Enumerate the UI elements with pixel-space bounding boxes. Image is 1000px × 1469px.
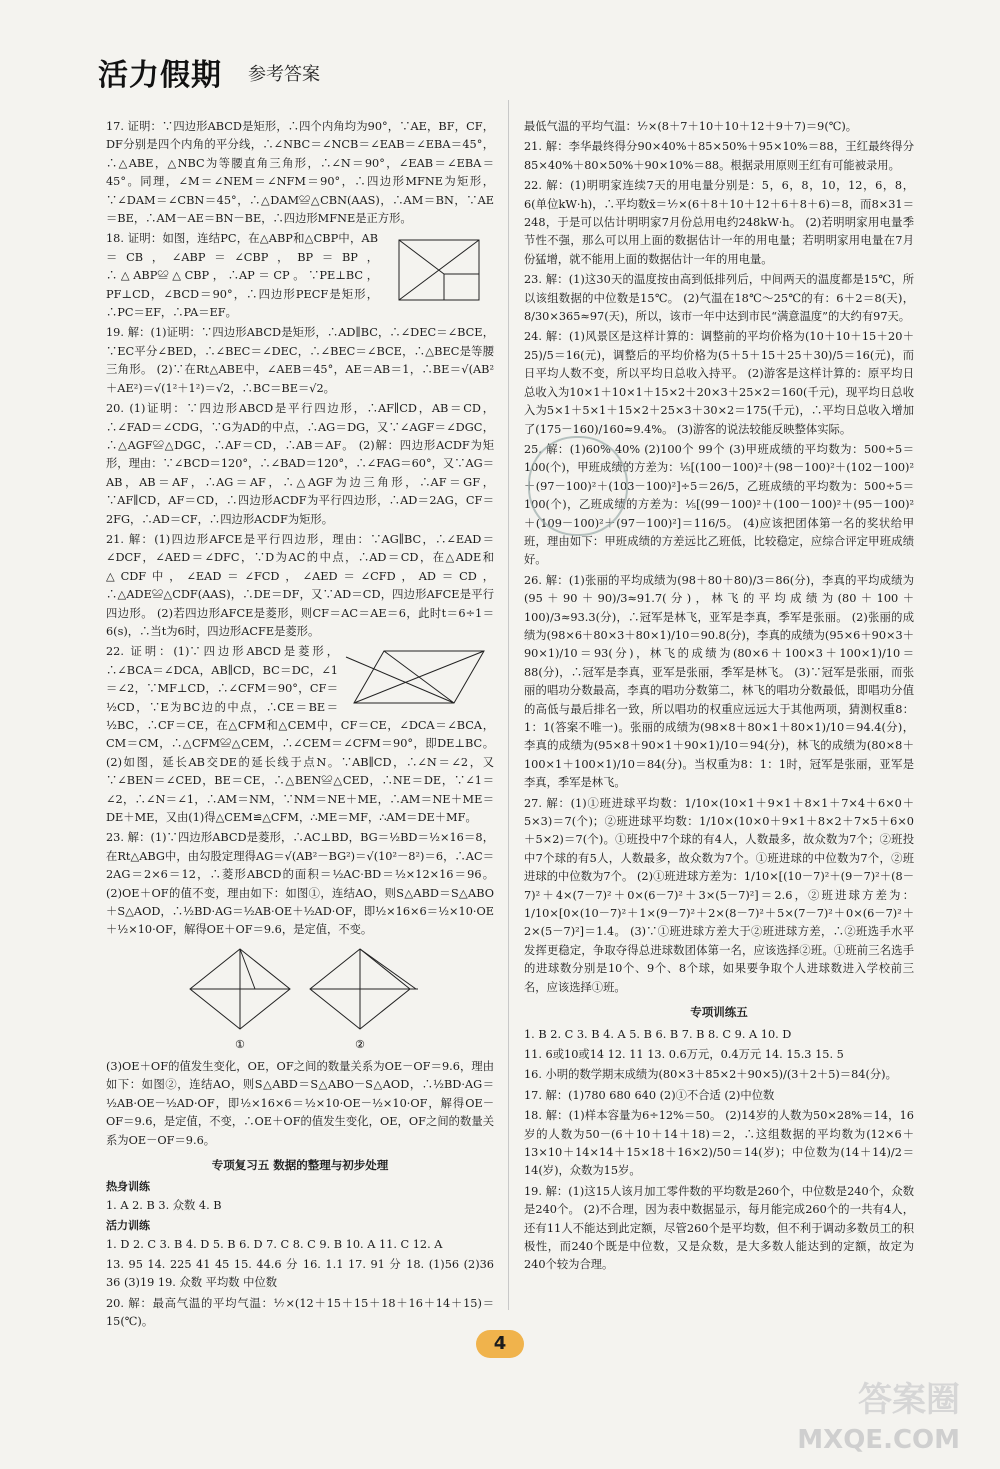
page-header — [98, 50, 898, 100]
active-title: 活力训练 — [106, 1219, 150, 1233]
stamp-seal — [528, 436, 628, 536]
active-answers-2: 13. 95 14. 225 41 45 15. 44.6 分 16. 1.1 17. 91 分 18. (1)56 (2)36 36 (3)19 19. 众数 平均数 中位数 — [106, 1257, 494, 1290]
train-answer-17: 17. 解：(1)780 680 640 (2)①不合适 (2)中位数 — [524, 1088, 775, 1102]
figure-q18 — [384, 230, 494, 310]
answer-23b: (3)OE＋OF的值发生变化，OE，OF之间的数量关系为OE－OF＝9.6，理由如下：如图②，连结AO，则S△ABD＝S△ABO－S△AOD，∴½BD·AG＝½AB·OE－½AD·OF，即½×16×6＝½×10·OE－½×10·OF，解得OE－OF＝9.6，是定值，不变，∴OE＋OF的值发生变化，OE，OF之间的数量关系为OE－OF＝9.6。 — [106, 1059, 494, 1147]
figure-q22 — [344, 643, 494, 713]
answer-r22: 22. 解：(1)明明家连续7天的用电量分别是：5，6，8，10，12，6，8，6(单位kW·h)，∴平均数x̄＝⅐×(6＋8＋10＋12＋6＋8＋6)＝8，而8×31＝248，于是可以估计明明家7月份总用电约248kW·h。 (2)若明明家用电量季节性不强，那么可以用上面的数据估计一年的用电量；若明明家用电量在7月份猛增，就不能用上面的数据估计一年的用电量。 — [524, 179, 914, 266]
figure-q23 — [180, 944, 420, 1054]
watermark-url: MXQE.COM — [797, 1425, 960, 1455]
train-answer-18: 18. 解：(1)样本容量为6÷12%＝50。 (2)14岁的人数为50×28%＝14，16岁的人数为50－(6＋10＋14＋18)＝2，∴这组数据的平均数为(12×6＋13×10＋14×14＋15×18＋16×2)/50＝14(岁)；中位数为(14＋14)/2＝14(岁)，众数为15岁。 — [524, 1109, 914, 1178]
answer-21: 21. 解：(1)四边形AFCE是平行四边形，理由：∵AG∥BC，∴∠EAD＝∠DCF，∠AED＝∠DFC，∵D为AC的中点，∴AD＝CD，在△ADE和△CDF中，∠EAD＝∠FCD，∠AED＝∠CFD，AD＝CD，∴△ADE≌△CDF(AAS)，∴DE＝DF，又∵AD＝CD，四边形AFCE是平行四边形。 (2)若四边形AFCE是菱形，则CF＝AC＝AE＝6，此时t＝6÷1＝6(s)，∴当t为6时，四边形ACFE是菱形。 — [106, 532, 494, 638]
answer-r27: 27. 解：(1)①班进球平均数：1/10×(10×1＋9×1＋8×1＋7×4＋6×0＋5×3)＝7(个)；②班进球平均数：1/10×(10×0＋9×1＋8×2＋7×5＋6×0＋5×2)＝7(个)。①班投中7个球的有4人，人数最多，故众数为7个；②班投中7个球的有5人，人数最多，故众数为7个。①班进球的中位数为7个，②班进球的中位数为7个。 (2)①班进球方差为：1/10×[(10－7)²＋(9－7)²＋(8－7)²＋4×(7－7)²＋0×(6－7)²＋3×(5－7)²]＝2.6，②班进球方差为：1/10×[0×(10－7)²＋1×(9－7)²＋2×(8－7)²＋5×(7－7)²＋0×(6－7)²＋2×(5－7)²]＝1.4。 (3)∵①班进球方差大于②班进球方差，∴②班选手水平发挥更稳定，争取夺得总进球数团体第一名，应该选择②班。①班前三名选手的进球数分别是10个、9个、8个球，如果要争取个人进球数进入学校前三名，应该选择①班。 — [524, 796, 914, 994]
left-column — [106, 118, 494, 1334]
right-column — [524, 118, 914, 1277]
train-answers-2: 11. 6或10或14 12. 11 13. 0.6万元，0.4万元 14. 15.3 15. 5 — [524, 1047, 844, 1061]
active-answers-1: 1. D 2. C 3. B 4. D 5. B 6. D 7. C 8. C 9. B 10. A 11. C 12. A — [106, 1237, 443, 1251]
answer-23a: 23. 解：(1)∵四边形ABCD是菱形，∴AC⊥BD，BG＝½BD＝½×16＝8，在Rt△ABG中，由勾股定理得AG＝√(AB²－BG²)＝√(10²－8²)＝6，∴AC＝2AG＝2×6＝12，∴菱形ABCD的面积＝½AC·BD＝½×12×16＝96。 (2)OE＋OF的值不变，理由如下：如图①，连结AO，则S△ABD＝S△ABO＋S△AOD，∴½BD·AG＝½AB·OE＋½AD·OF，即½×16×6＝½×10·OE＋½×10·OF，解得OE＋OF＝9.6，是定值，不变。 — [106, 831, 494, 937]
brand-logo: 活力假期 — [98, 58, 222, 93]
answer-r21: 21. 解：李华最终得分90×40%＋85×50%＋95×10%＝88，王红最终得分85×40%＋80×50%＋90×10%＝88。根据录用原则王红有可能被录用。 — [524, 140, 914, 172]
answer-20b: 20. 解：最高气温的平均气温：⅐×(12＋15＋15＋18＋16＋14＋15)＝15(℃)。 — [106, 1296, 494, 1329]
watermark-logo: 答案圈 — [858, 1380, 960, 1420]
train-answer-19: 19. 解：(1)这15人该月加工零件数的平均数是260个，中位数是240个，众数是240个。 (2)不合理，因为表中数据显示，每月能完成260个的一共有4人，还有11人不能达到此定额，尽管260个是平均数，但不利于调动多数员工的积极性，而240个既是中位数，又是众数，是大多数人能达到的定额，故定为240个较为合理。 — [524, 1184, 914, 1272]
figure-label-2: ② — [355, 1037, 365, 1051]
answer-20-cont: 最低气温的平均气温：⅐×(8＋7＋10＋10＋12＋9＋7)＝9(℃)。 — [524, 120, 858, 133]
answer-r25: 25. 解：(1)60% 40% (2)100个 99个 (3)甲班成绩的平均数为：500÷5＝100(个)，甲班成绩的方差为：⅕[(100－100)²＋(98－100)²＋(102－100)²＋(97－100)²＋(103－100)²]÷5＝26/5，乙班成绩的平均数为：500÷5＝100(个)，乙班成绩的方差为：⅕[(99－100)²＋(100－100)²＋(95－100)²＋(109－100)²＋(97－100)²]＝116/5。 (4)应该把团体第一名的奖状给甲班，理由如下：甲班成绩的方差远比乙班低，比较稳定，应综合评定甲班成绩好。 — [524, 442, 914, 567]
answer-18: 18. 证明：如图，连结PC，在△ABP和△CBP中，AB＝CB，∠ABP＝∠CBP，BP＝BP，∴△ABP≌△CBP，∴AP＝CP。∵PE⊥BC，PF⊥CD，∠BCD＝90°，∴四边形PECF是矩形，∴PC＝EF，∴PA＝EF。 — [106, 232, 378, 320]
section-title-train5: 专项训练五 — [690, 1005, 748, 1020]
section-title-review5: 专项复习五 数据的整理与初步处理 — [211, 1157, 389, 1172]
train-answer-16: 16. 小明的数学期末成绩为(80×3＋85×2＋90×5)/(3＋2＋5)＝84(分)。 — [524, 1068, 897, 1082]
answer-19: 19. 解：(1)证明：∵四边形ABCD是矩形，∴AD∥BC，∴∠DEC＝∠BCE，∵EC平分∠BED，∴∠BEC＝∠DEC，∴∠BEC＝∠BCE，∴△BEC是等腰三角形。 (2)∵在Rt△ABE中，∠AEB＝45°，AE＝AB＝1，∴BE＝√(AB²＋AE²)＝√(1²＋1²)＝√2，∴BC＝BE＝√2。 — [106, 326, 494, 395]
answer-22: 22. 证明：(1)∵四边形ABCD是菱形，∴∠BCA＝∠DCA，AB∥CD，BC＝DC，∠1＝∠2，∵MF⊥CD，∴∠CFM＝90°，CF＝½CD，∵E为BC边的中点，∴CE＝BE＝½BC，∴CF＝CE，在△CFM和△CEM中，CF＝CE，∠DCA＝∠BCA，CM＝CM，∴△CFM≌△CEM，∴∠CEM＝∠CFM＝90°，即DE⊥BC。 (2)如图，延长AB交DE的延长线于点N。∵AB∥CD，∴∠N＝∠2，又∵∠BEN＝∠CED，BE＝CE，∴△BEN≌△CED，∴NE＝DE，∵∠1＝∠2，∴∠N＝∠1，∴AM＝NM，∵NM＝NE＋ME，∴AM＝NE＋ME＝DE＋ME，又由(1)得△CEM≌△CFM，∴ME＝MF，∴AM＝DE＋MF。 — [106, 645, 494, 825]
answer-r23: 23. 解：(1)这30天的温度按由高到低排列后，中间两天的温度都是15℃，所以该组数据的中位数是15℃。 (2)气温在18℃～25℃的有：6＋2＝8(天)，8/30×365≈97(天)，所以，该市一年中达到市民“满意温度”的大约有97天。 — [524, 273, 914, 324]
header-subtitle: 参考答案 — [248, 64, 320, 85]
warmup-title: 热身训练 — [106, 1180, 150, 1194]
train-answers-1: 1. B 2. C 3. B 4. A 5. B 6. B 7. B 8. C 9. A 10. D — [524, 1027, 792, 1041]
warmup-answers: 1. A 2. B 3. 众数 4. B — [106, 1198, 222, 1212]
page-number: 4 — [476, 1330, 524, 1358]
answer-r26: 26. 解：(1)张丽的平均成绩为(98＋80＋80)/3＝86(分)，李真的平均成绩为(95＋90＋90)/3≈91.7(分)，林飞的平均成绩为(80＋100＋100)/3≈93.3(分)，∴冠军是林飞，亚军是李真，季军是张丽。 (2)张丽的成绩为(98×6＋80×3＋80×1)/10＝90.8(分)，李真的成绩为(95×6＋90×3＋90×1)/10＝93(分)，林飞的成绩为(80×6＋100×3＋100×1)/10＝88(分)，∴冠军是李真，亚军是张丽，季军是林飞。 (3)∵冠军是张丽，而张丽的唱功分数最高，李真的唱功分数第二，林飞的唱功分数最低，即唱功分值的高低与最后排名一致，所以唱功的权重应远远大于其他两项，猜测权重8：1：1(答案不唯一)。张丽的成绩为(98×8＋80×1＋80×1)/10＝94.4(分)，李真的成绩为(95×8＋90×1＋90×1)/10＝94(分)，林飞的成绩为(80×8＋100×1＋100×1)/10＝84(分)。当权重为8：1：1时，冠军是张丽，亚军是李真，季军是林飞。 — [524, 573, 914, 790]
figure-label-1: ① — [235, 1037, 245, 1051]
column-divider — [508, 100, 509, 1310]
answer-20: 20. (1)证明：∵四边形ABCD是平行四边形，∴AF∥CD，AB＝CD，∴∠FAD＝∠CDG，∵G为AD的中点，∴AG＝DG，又∵∠AGF＝∠DGC，∴△AGF≌△DGC，∴AF＝CD，∴AB＝AF。 (2)解：四边形ACDF为矩形，理由：∵∠BCD＝120°，∴∠BAD＝120°，∴∠FAG＝60°，又∵AG＝AB，AB＝AF，∴AG＝AF，∴△AGF为边三角形，∴AF＝GF，∵AF∥CD，AF＝CD，∴四边形ACDF为平行四边形，∴AD＝2AG，CF＝2FG，∴AD＝CF，∴四边形ACDF为矩形。 — [106, 402, 494, 526]
answer-17: 17. 证明：∵四边形ABCD是矩形，∴四个内角均为90°，∵AE，BF，CF，DF分别是四个内角的平分线，∴∠NBC＝∠NCB＝∠EAB＝∠EBA＝45°，∴△ABE，△NBC为等腰直角三角形，∴∠N＝90°，∠EAB＝∠EBA＝45°。同理，∠M＝∠NEM＝∠NFM＝90°，∴四边形MFNE为矩形，∵∠DAM＝∠CBN＝45°，∴△DAM≌△CBN(AAS)，∴AM＝BN，∵AE＝BE，∴AM－AE＝BN－BE，∴四边形MFNE是正方形。 — [106, 120, 494, 226]
answer-r24: 24. 解：(1)风景区是这样计算的：调整前的平均价格为(10＋10＋15＋20＋25)/5＝16(元)，调整后的平均价格为(5＋5＋15＋25＋30)/5＝16(元)，而日平均人数不变，所以平均日总收入持平。 (2)游客是这样计算的：原平均日总收入为10×1＋10×1＋15×2＋20×3＋25×2＝160(千元)，现平均日总收入为5×1＋5×1＋15×2＋25×3＋30×2＝175(千元)，∴平均日总收入增加了(175－160)/160≈9.4%。 (3)游客的说法较能反映整体实际。 — [524, 330, 914, 436]
